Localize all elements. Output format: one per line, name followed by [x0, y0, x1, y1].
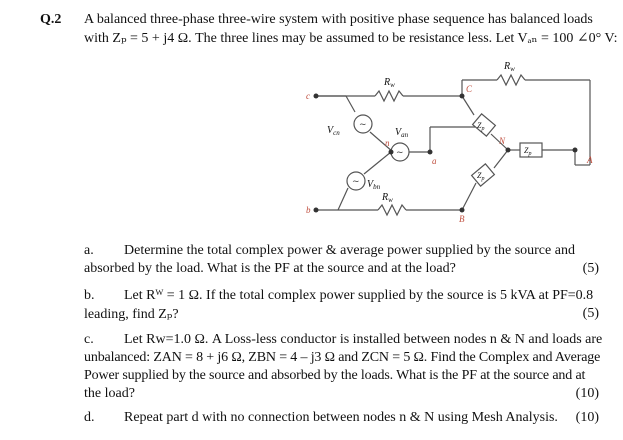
- source-vcn-symbol: ~: [359, 120, 367, 130]
- part-a-line-2: absorbed by the load. What is the PF at the source and at the load?: [84, 261, 456, 276]
- question-intro-line-2: with Zₚ = 5 + j4 Ω. The three lines may be assumed to be resistance less. Let Vₐₙ = 100 ∠0° V:: [84, 31, 618, 46]
- part-c-line-2: unbalanced: ZAN = 8 + j6 Ω, ZBN = 4 – j3 Ω and ZCN = 5 Ω. Find the Complex and Average: [84, 350, 601, 365]
- load-zp-b: [472, 164, 495, 186]
- resistor-rw-c: [375, 91, 403, 101]
- part-b-label: b.: [84, 288, 95, 303]
- question-number: Q.2: [40, 12, 62, 27]
- part-d-marks: (10): [575, 410, 599, 425]
- part-b-line-2: leading, find Zₚ?: [84, 307, 179, 322]
- node-A: [573, 148, 578, 153]
- label-van: $V_{an}$: [395, 127, 409, 139]
- wire-N-to-zpb: [494, 150, 508, 168]
- part-c-line-3: Power supplied by the source and absorbed by the loads. What is the PF at the source and at: [84, 368, 586, 383]
- part-b-marks: (5): [582, 306, 599, 321]
- label-rw-a: $R_w$: [504, 61, 515, 73]
- node-c: [314, 94, 319, 99]
- node-C: [460, 94, 465, 99]
- wire-to-vcn: [346, 96, 355, 112]
- part-a-line-1: Determine the total complex power & average power supplied by the source and: [124, 243, 575, 258]
- wire-vcn-to-n: [370, 132, 393, 152]
- node-N: [506, 148, 511, 153]
- node-a: [428, 150, 433, 155]
- label-zp-b: $Z_p$: [477, 171, 485, 182]
- wire-vbn-to-b: [338, 188, 348, 210]
- question-intro-line-1: A balanced three-phase three-wire system with positive phase sequence has balanced loads: [84, 12, 593, 27]
- label-zp-c: $Z_p$: [477, 121, 485, 132]
- part-d-line-1: Repeat part d with no connection between nodes n & N using Mesh Analysis.: [124, 410, 558, 425]
- wire-n-to-vbn: [364, 152, 391, 174]
- node-b: [314, 208, 319, 213]
- label-c: c: [306, 91, 310, 101]
- node-n: [389, 150, 394, 155]
- source-vbn-symbol: ~: [352, 177, 360, 187]
- label-N: N: [499, 136, 506, 146]
- wire-C-to-zp: [462, 96, 474, 115]
- label-b: b: [306, 205, 311, 215]
- label-a: a: [432, 156, 437, 166]
- label-n: n: [385, 138, 390, 148]
- node-B: [460, 208, 465, 213]
- wire-zpb-to-B: [462, 183, 476, 210]
- part-d-label: d.: [84, 410, 95, 425]
- label-B: B: [459, 214, 465, 224]
- label-vbn: $V_{bn}$: [367, 179, 381, 191]
- part-a-marks: (5): [582, 261, 599, 276]
- label-vcn: $V_{cn}$: [327, 125, 340, 137]
- resistor-rw-a: [497, 75, 525, 85]
- part-b-line-1: Let Rᵂ = 1 Ω. If the total complex power supplied by the source is 5 kVA at PF=0.8: [124, 288, 594, 303]
- source-van-symbol: ~: [396, 148, 404, 158]
- resistor-rw-b: [378, 205, 406, 215]
- label-rw-b: $R_w$: [382, 192, 393, 204]
- label-A: A: [587, 155, 593, 165]
- label-zp-a: $Z_p$: [524, 146, 532, 157]
- part-c-line-1: Let Rw=1.0 Ω. A Loss-less conductor is installed between nodes n & N and loads are: [124, 332, 603, 347]
- part-c-label: c.: [84, 332, 94, 347]
- part-a-label: a.: [84, 243, 94, 258]
- label-C: C: [466, 84, 473, 94]
- part-c-line-4: the load?: [84, 386, 135, 401]
- label-rw-c: $R_w$: [384, 77, 395, 89]
- part-c-marks: (10): [575, 386, 599, 401]
